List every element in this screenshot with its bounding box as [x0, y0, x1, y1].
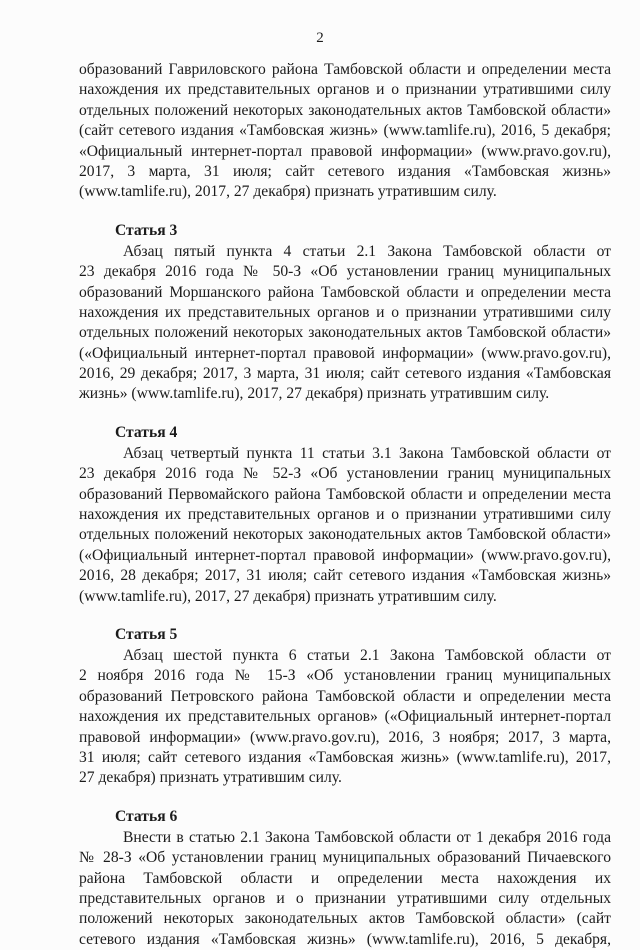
- text-line: представительных органов и о признании утратившими силу отдельных: [79, 889, 611, 907]
- text-line: (сайт сетевого издания «Тамбовская жизнь» (www.tamlife.ru), 2016, 5 декабря;: [79, 122, 611, 140]
- text-line: нахождения их представительных органов и о признании утратившими силу: [79, 506, 611, 524]
- section-article-4: [79, 422, 611, 607]
- section-continuation: [79, 60, 611, 203]
- article-heading: Статья 4: [115, 423, 178, 441]
- text-line: образований Первомайского района Тамбовской области и определении места: [79, 485, 611, 503]
- article-heading: Статья 5: [115, 625, 178, 643]
- text-line: («Официальный интернет-портал правовой информации» (www.pravo.gov.ru),: [79, 344, 611, 362]
- text-line: 2 ноября 2016 года № 15-З «Об установлении границ муниципальных: [79, 667, 611, 685]
- text-line: 23 декабря 2016 года № 52-З «Об установлении границ муниципальных: [79, 465, 611, 483]
- section-article-5: [79, 624, 611, 789]
- text-line: № 28-З «Об установлении границ муниципальных образований Пичаевского: [79, 849, 611, 867]
- text-line: («Официальный интернет-портал правовой информации» (www.pravo.gov.ru),: [79, 546, 611, 564]
- text-line: нахождения их представительных органов» («Официальный интернет-портал: [79, 708, 611, 726]
- text-line: отдельных положений некоторых законодательных актов Тамбовской области»: [79, 101, 611, 119]
- text-line: Абзац четвертый пункта 11 статьи 3.1 Закона Тамбовской области от: [123, 444, 611, 462]
- text-line: отдельных положений некоторых законодательных актов Тамбовской области»: [79, 526, 611, 544]
- text-line: образований Гавриловского района Тамбовской области и определении места: [79, 61, 611, 78]
- text-line: 31 июля; сайт сетевого издания «Тамбовская жизнь» (www.tamlife.ru), 2017,: [79, 748, 611, 766]
- text-line: «Официальный интернет-портал правовой информации» (www.pravo.gov.ru),: [79, 142, 611, 160]
- text-line: района Тамбовской области и определении места нахождения их: [79, 869, 611, 887]
- text-line: (www.tamlife.ru), 2017, 27 декабря) признать утратившим силу.: [79, 587, 497, 605]
- text-line: 27 декабря) признать утратившим силу.: [79, 769, 342, 787]
- section-article-3: [79, 220, 611, 405]
- text-line: нахождения их представительных органов и о признании утратившими силу: [79, 303, 611, 321]
- text-line: Внести в статью 2.1 Закона Тамбовской области от 1 декабря 2016 года: [123, 828, 611, 846]
- text-line: 2016, 28 декабря; 2017, 31 июля; сайт сетевого издания «Тамбовская жизнь»: [79, 567, 611, 585]
- text-line: (www.tamlife.ru), 2017, 27 декабря) признать утратившим силу.: [79, 183, 497, 201]
- page-number: 2: [316, 30, 324, 46]
- text-line: сетевого издания «Тамбовская жизнь» (www.tamlife.ru), 2016, 5 декабря,: [79, 930, 611, 948]
- text-line: Абзац шестой пункта 6 статьи 2.1 Закона Тамбовской области от: [123, 646, 611, 664]
- article-heading: Статья 6: [115, 807, 178, 825]
- text-line: жизнь» (www.tamlife.ru), 2017, 27 декабря) признать утратившим силу.: [79, 385, 550, 403]
- section-article-6: [79, 806, 611, 950]
- text-line: отдельных положений некоторых законодательных актов Тамбовской области»: [79, 324, 611, 342]
- text-line: 23 декабря 2016 года № 50-З «Об установлении границ муниципальных: [79, 263, 611, 281]
- text-line: правовой информации» (www.pravo.gov.ru), 2016, 3 ноября; 2017, 3 марта,: [79, 728, 611, 746]
- text-line: 2016, 29 декабря; 2017, 3 марта, 31 июля; сайт сетевого издания «Тамбовская: [79, 365, 611, 383]
- text-line: образований Петровского района Тамбовской области и определении места: [79, 687, 611, 705]
- text-line: Абзац пятый пункта 4 статьи 2.1 Закона Тамбовской области от: [123, 242, 611, 260]
- text-line: 2017, 3 марта, 31 июля; сайт сетевого издания «Тамбовская жизнь»: [79, 162, 611, 180]
- text-line: положений некоторых законодательных актов Тамбовской области» (сайт: [79, 910, 611, 928]
- article-heading: Статья 3: [115, 221, 178, 239]
- text-line: образований Моршанского района Тамбовской области и определении места: [79, 283, 611, 301]
- document-body: [79, 60, 611, 950]
- text-line: нахождения их представительных органов и о признании утратившими силу: [79, 81, 611, 99]
